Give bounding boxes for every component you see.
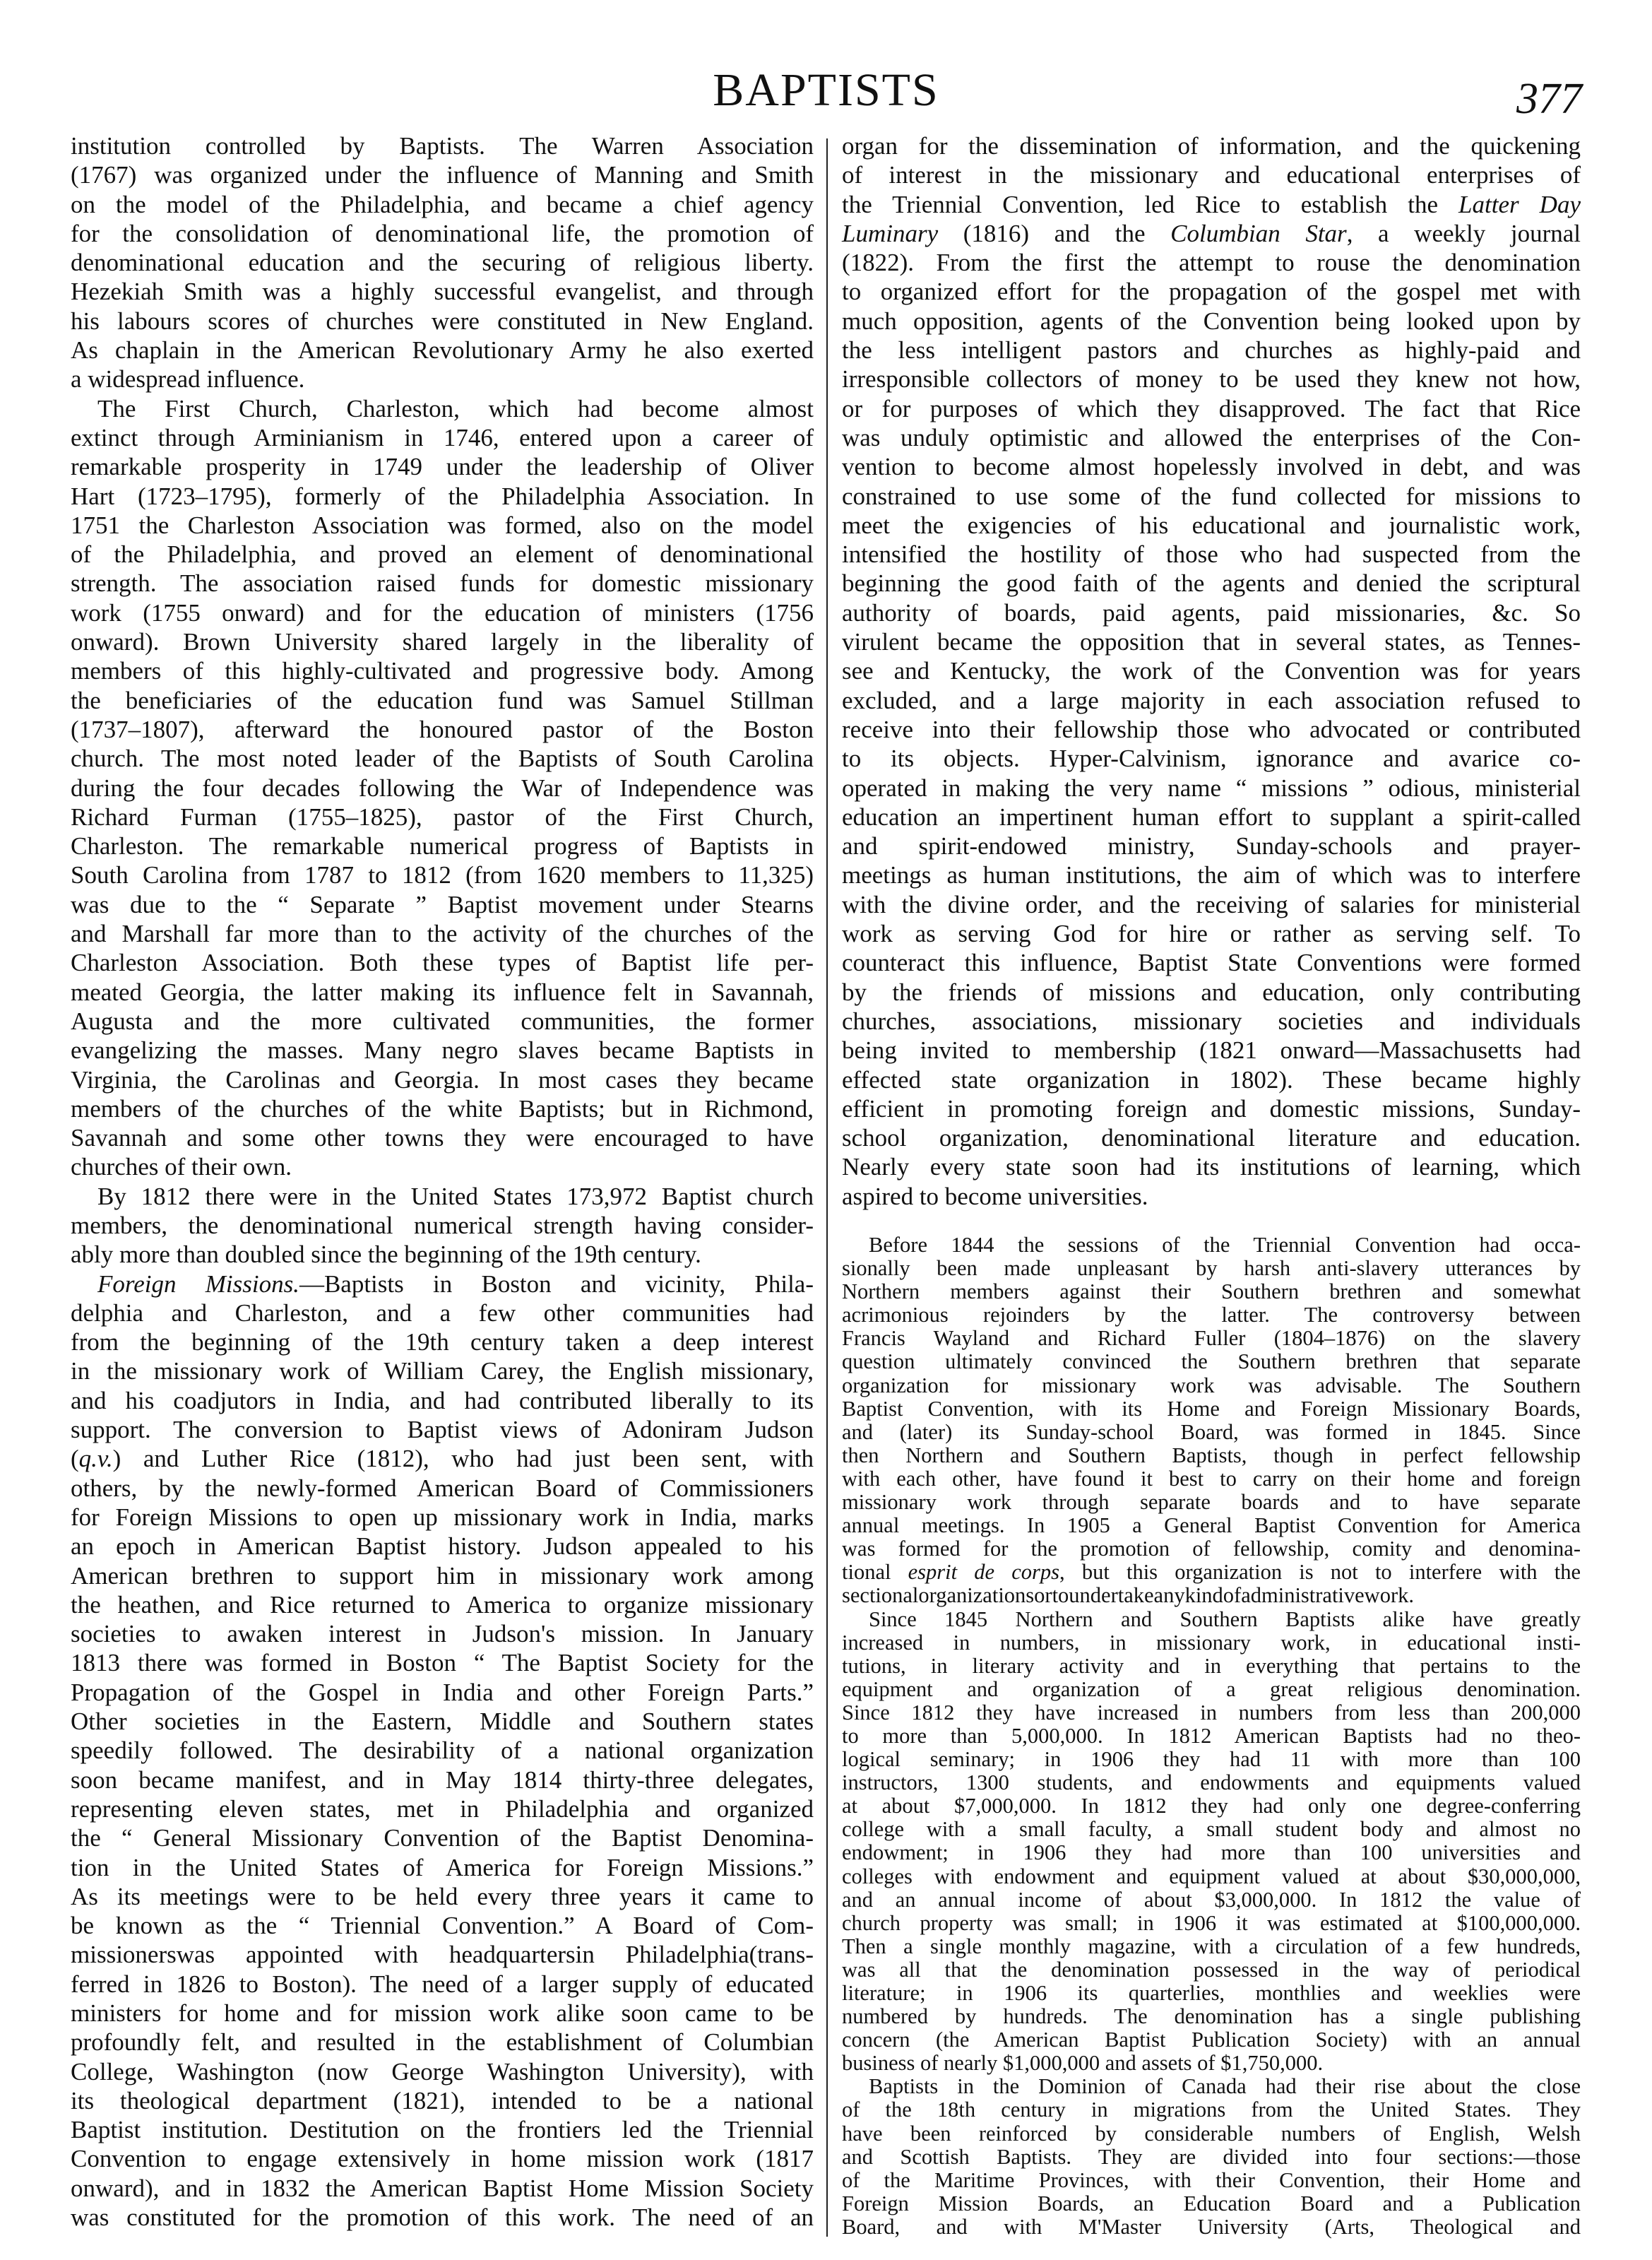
text-line: onward), and in 1832 the American Baptist Home Mission Society [71,2174,814,2202]
text-line: Board, and with M'Master University (Arts, Theological and [842,2214,1581,2239]
italic-text: esprit de corps [908,1560,1060,1585]
paragraph [842,2075,1581,2239]
text-line: delphia and Charleston, and a few other communities had [71,1298,814,1327]
text-line: members of the churches of the white Baptists; but in Richmond, [71,1094,814,1123]
text-line: business of nearly $1,000,000 and assets of $1,750,000. [842,2051,1324,2076]
text-line: acrimonious rejoinders by the latter. The controversy between [842,1303,1581,1327]
text-line [842,1561,1581,1584]
text-line: being invited to membership (1821 onward—Massachusetts had [842,1036,1581,1065]
text-line: work as serving God for hire or rather as serving self. To [842,920,1581,948]
text-line: Propagation of the Gospel in India and other Foreign Parts.” [71,1678,814,1706]
paragraph [842,1233,1581,1608]
text-line: on the model of the Philadelphia, and became a chief agency [71,190,814,218]
text-line: was due to the “ Separate ” Baptist movement under Stearns [71,890,814,918]
text-line: see and Kentucky, the work of the Convention was for years [842,657,1581,685]
paragraph [71,1182,814,1270]
column-divider [826,138,828,2237]
text-line: operated in making the very name “ missions ” odious, ministerial [842,774,1581,802]
text-line: for the consolidation of denominational life, the promotion of [71,219,814,247]
text-line: (1767) was organized under the influence of Manning and Smith [71,161,814,189]
text-line: Hezekiah Smith was a highly successful evangelist, and through [71,278,814,306]
paragraph [71,394,814,1182]
text-line: organization for missionary work was advisable. The Southern [842,1373,1581,1397]
text-line: churches of their own. [71,1153,292,1181]
text-line: churches, associations, missionary societies and individuals [842,1007,1581,1035]
text-segment: , but this organization is not to interfere with the [1059,1560,1581,1585]
text-line: onward). Brown University shared largely in the liberality of [71,628,814,656]
italic-text: Luminary [842,219,939,247]
text-line: was formed for the promotion of fellowship, comity and denomina- [842,1537,1581,1561]
paragraph [842,1608,1581,2076]
text-line: colleges with endowment and equipment valued at about $30,000,000, [842,1864,1581,1888]
text-line: Baptist Convention, with its Home and Foreign Missionary Boards, [842,1396,1581,1421]
text-line: question ultimately convinced the Southern brethren that separate [842,1349,1581,1374]
text-line: during the four decades following the War of Independence was [71,774,814,802]
text-line: (1737–1807), afterward the honoured pastor of the Boston [71,715,814,743]
right-column-main-text [842,131,1581,1211]
text-line: and Scottish Baptists. They are divided into four sections:—those [842,2144,1581,2169]
text-line: Charleston Association. Both these types of Baptist life per- [71,949,814,977]
text-line: organ for the dissemination of information, and the quickening [842,132,1581,160]
text-line: College, Washington (now George Washington University), with [71,2057,814,2086]
text-line: (1822). From the first the attempt to rouse the denomination [842,249,1581,277]
text-line: Augusta and the more cultivated communities, the former [71,1007,814,1035]
text-line: Since 1812 they have increased in numbers from less than 200,000 [842,1700,1581,1724]
text-line: As its meetings were to be held every three years it came to [71,1882,814,1910]
text-line: institution controlled by Baptists. The Warren Association [71,132,814,160]
text-line: denominational education and the securing of religious liberty. [71,249,814,277]
text-line: societies to awaken interest in Judson's mission. In January [71,1620,814,1648]
text-line: efficient in promoting foreign and domestic missions, Sunday- [842,1094,1581,1123]
text-line: and Marshall far more than to the activity of the churches of the [71,920,814,948]
text-line: at about $7,000,000. In 1812 they had only one degree-conferring [842,1794,1581,1818]
text-line: profoundly felt, and resulted in the establishment of Columbian [71,2028,814,2057]
text-line: the less intelligent pastors and churches as highly-paid and [842,336,1581,365]
text-line: increased in numbers, in missionary work, in educational insti- [842,1630,1581,1655]
text-line: his labours scores of churches were constituted in New England. [71,307,814,335]
text-line: was all that the denomination possessed in the way of periodical [842,1957,1581,1982]
text-line: members of this highly-cultivated and progressive body. Among [71,657,814,685]
text-line: remarkable prosperity in 1749 under the leadership of Oliver [71,453,814,481]
paragraph [842,131,1581,1211]
text-line: soon became manifest, and in May 1814 thirty-three delegates, [71,1765,814,1794]
text-line: As chaplain in the American Revolutionary Army he also exerted [71,336,814,365]
text-line: beginning the good faith of the agents and denied the scriptural [842,569,1581,598]
text-line: others, by the newly-formed American Board of Commissioners [71,1474,814,1502]
text-line: endowment; in 1906 they had more than 100 universities and [842,1840,1581,1865]
text-line: ably more than doubled since the beginning of the 19th century. [71,1241,701,1269]
text-line: Then a single monthly magazine, with a circulation of a few hundreds, [842,1934,1581,1958]
text-line: church property was small; in 1906 it was estimated at $100,000,000. [842,1910,1581,1935]
text-line: logical seminary; in 1906 they had 11 with more than 100 [842,1747,1581,1772]
text-line: and spirit-endowed ministry, Sunday-schools and prayer- [842,832,1581,860]
text-line: aspired to become universities. [842,1182,1148,1210]
text-line: vention to become almost hopelessly involved in debt, and was [842,453,1581,481]
text-line: the beneficiaries of the education fund was Samuel Stillman [71,686,814,714]
right-column-small-text [842,1233,1581,2239]
running-head-title: BAPTISTS [713,64,939,116]
text-line: much opposition, agents of the Convention being looked upon by [842,307,1581,335]
text-line: Convention to engage extensively in home mission work (1817 [71,2145,814,2173]
text-line: for Foreign Missions to open up missionary work in India, marks [71,1503,814,1531]
text-line: sectionalorganizationsortoundertakeanykindofadministrativework. [842,1583,1414,1608]
paragraph [71,131,814,394]
text-line: Baptists in the Dominion of Canada had their rise about the close [869,2074,1581,2099]
text-line: and (later) its Sunday-school Board, was formed in 1845. Since [842,1419,1581,1444]
text-line: Before 1844 the sessions of the Triennial Convention had occa- [869,1233,1581,1257]
text-line: its theological department (1821), intended to be a national [71,2086,814,2114]
text-line: meated Georgia, the latter making its influence felt in Savannah, [71,978,814,1006]
text-line: irresponsible collectors of money to be used they knew not how, [842,365,1581,394]
text-line: Virginia, the Carolinas and Georgia. In most cases they became [71,1065,814,1094]
text-segment: tional [842,1560,908,1585]
text-line: receive into their fellowship those who advocated or contributed [842,715,1581,743]
text-line: be known as the “ Triennial Convention.” A Board of Com- [71,1912,814,1940]
text-line: have been reinforced by considerable numbers of English, Welsh [842,2121,1581,2146]
text-line: excluded, and a large majority in each association refused to [842,686,1581,714]
text-line: of interest in the missionary and educational enterprises of [842,161,1581,189]
text-line: then Northern and Southern Baptists, though in perfect fellowship [842,1443,1581,1467]
text-line: church. The most noted leader of the Baptists of South Carolina [71,745,814,773]
text-line: annual meetings. In 1905 a General Baptist Convention for America [842,1513,1581,1538]
text-line: effected state organization in 1802). These became highly [842,1065,1581,1094]
italic-text: Foreign Missions. [97,1270,299,1298]
text-line: Nearly every state soon had its institutions of learning, which [842,1153,1581,1181]
text-line: members, the denominational numerical strength having consider- [71,1211,814,1239]
text-line: the heathen, and Rice returned to America to organize missionary [71,1590,814,1619]
text-line: intensified the hostility of those who had suspected from the [842,540,1581,569]
text-line: was unduly optimistic and allowed the enterprises of the Con- [842,423,1581,451]
text-line: numbered by hundreds. The denomination has a single publishing [842,2004,1581,2029]
text-line: 1813 there was formed in Boston “ The Baptist Society for the [71,1649,814,1677]
text-line: By 1812 there were in the United States 173,972 Baptist church [97,1182,814,1210]
text-segment: —Baptists in Boston and vicinity, Phila- [299,1270,814,1298]
italic-text: q.v. [78,1445,113,1473]
text-line: of the Maritime Provinces, with their Convention, their Home and [842,2167,1581,2192]
text-line: and an annual income of about $3,000,000. In 1812 the value of [842,1887,1581,1912]
text-line: South Carolina from 1787 to 1812 (from 1620 members to 11,325) [71,861,814,889]
italic-text: Latter Day [1458,190,1581,218]
text-line: Since 1845 Northern and Southern Baptists alike have greatly [869,1607,1581,1631]
text-line: authority of boards, paid agents, paid missionaries, &c. So [842,598,1581,627]
text-segment: ) and Luther Rice (1812), who had just been sent, with [112,1445,814,1473]
text-line: college with a small faculty, a small student body and almost no [842,1817,1581,1842]
text-line: tutions, in literary activity and in everything that pertains to the [842,1653,1581,1678]
text-line: and his coadjutors in India, and had contributed liberally to its [71,1386,814,1414]
text-line: meet the exigencies of his educational and journalistic work, [842,511,1581,539]
text-segment: the Triennial Convention, led Rice to establish the [842,190,1459,218]
text-line: ministers for home and for mission work alike soon came to be [71,1999,814,2027]
text-line: an epoch in American Baptist history. Judson appealed to his [71,1532,814,1561]
text-line: to its objects. Hyper-Calvinism, ignorance and avarice co- [842,745,1581,773]
text-line: of the Philadelphia, and proved an element of denominational [71,540,814,569]
text-line: concern (the American Baptist Publication Society) with an annual [842,2028,1581,2052]
text-line: tion in the United States of America for Foreign Missions.” [71,1853,814,1881]
page-number: 377 [1516,75,1582,123]
text-line: speedily followed. The desirability of a national organization [71,1737,814,1765]
text-line: literature; in 1906 its quarterlies, monthlies and weeklies were [842,1981,1581,2005]
text-line: Foreign Mission Boards, an Education Board and a Publication [842,2191,1581,2215]
text-line: a widespread influence. [71,365,305,394]
text-line: instructors, 1300 students, and endowments and equipments valued [842,1770,1581,1795]
text-line: American brethren to support him in missionary work among [71,1561,814,1590]
italic-text: Columbian Star [1170,219,1347,247]
text-line: The First Church, Charleston, which had become almost [97,394,814,422]
text-line: Other societies in the Eastern, Middle and Southern states [71,1708,814,1736]
text-line: education an impertinent human effort to supplant a spirit-called [842,803,1581,831]
text-line: by the friends of missions and education, only contributing [842,978,1581,1006]
text-segment: , a weekly journal [1346,219,1581,247]
text-line: ferred in 1826 to Boston). The need of a larger supply of educated [71,1970,814,1998]
text-line: with each other, have found it best to carry on their home and foreign [842,1466,1581,1491]
text-line: representing eleven states, met in Philadelphia and organized [71,1794,814,1823]
text-line [71,1444,814,1473]
text-line: Northern members against their Southern brethren and somewhat [842,1279,1581,1304]
text-line: the “ General Missionary Convention of the Baptist Denomina- [71,1824,814,1852]
text-line: or for purposes of which they disapproved. The fact that Rice [842,394,1581,422]
text-line: to organized effort for the propagation of the gospel met with [842,278,1581,306]
text-line: Francis Wayland and Richard Fuller (1804–1876) on the slavery [842,1326,1581,1351]
text-line: evangelizing the masses. Many negro slaves became Baptists in [71,1036,814,1065]
text-line: missionerswas appointed with headquartersin Philadelphia(trans- [71,1941,814,1969]
text-line: in the missionary work of William Carey, the English missionary, [71,1357,814,1385]
text-line: work (1755 onward) and for the education of ministers (1756 [71,598,814,627]
text-line: meetings as human institutions, the aim of which was to interfere [842,861,1581,889]
paragraph [71,1270,814,2232]
text-line: equipment and organization of a great religious denomination. [842,1676,1581,1701]
text-line: strength. The association raised funds for domestic missionary [71,569,814,598]
text-line: school organization, denominational literature and education. [842,1124,1581,1152]
text-line: extinct through Arminianism in 1746, entered upon a career of [71,423,814,451]
text-line: Charleston. The remarkable numerical progress of Baptists in [71,832,814,860]
text-line: to more than 5,000,000. In 1812 American Baptists had no theo- [842,1723,1581,1748]
left-column [71,131,814,2232]
text-line: missionary work through separate boards and to have separate [842,1490,1581,1515]
text-line: Savannah and some other towns they were encouraged to have [71,1124,814,1152]
text-line: with the divine order, and the receiving of salaries for ministerial [842,890,1581,918]
text-line: 1751 the Charleston Association was formed, also on the model [71,511,814,539]
text-line: support. The conversion to Baptist views of Adoniram Judson [71,1416,814,1444]
text-line: constrained to use some of the fund collected for missions to [842,482,1581,510]
text-line: virulent became the opposition that in several states, as Tennes- [842,628,1581,656]
text-line: of the 18th century in migrations from the United States. They [842,2098,1581,2122]
text-line [842,190,1581,219]
text-line: Baptist institution. Destitution on the frontiers led the Triennial [71,2116,814,2144]
text-line: Hart (1723–1795), formerly of the Philadelphia Association. In [71,482,814,510]
text-line: counteract this influence, Baptist State Conventions were formed [842,949,1581,977]
text-line [71,1270,814,1298]
text-line: was constituted for the promotion of this work. The need of an [71,2203,814,2232]
text-line: Richard Furman (1755–1825), pastor of the First Church, [71,803,814,831]
text-line [842,219,1581,248]
text-line: sionally been made unpleasant by harsh anti-slavery utterances by [842,1256,1581,1281]
text-segment: (1816) and the [938,219,1171,247]
text-segment: ( [71,1445,79,1473]
text-line: from the beginning of the 19th century taken a deep interest [71,1328,814,1356]
